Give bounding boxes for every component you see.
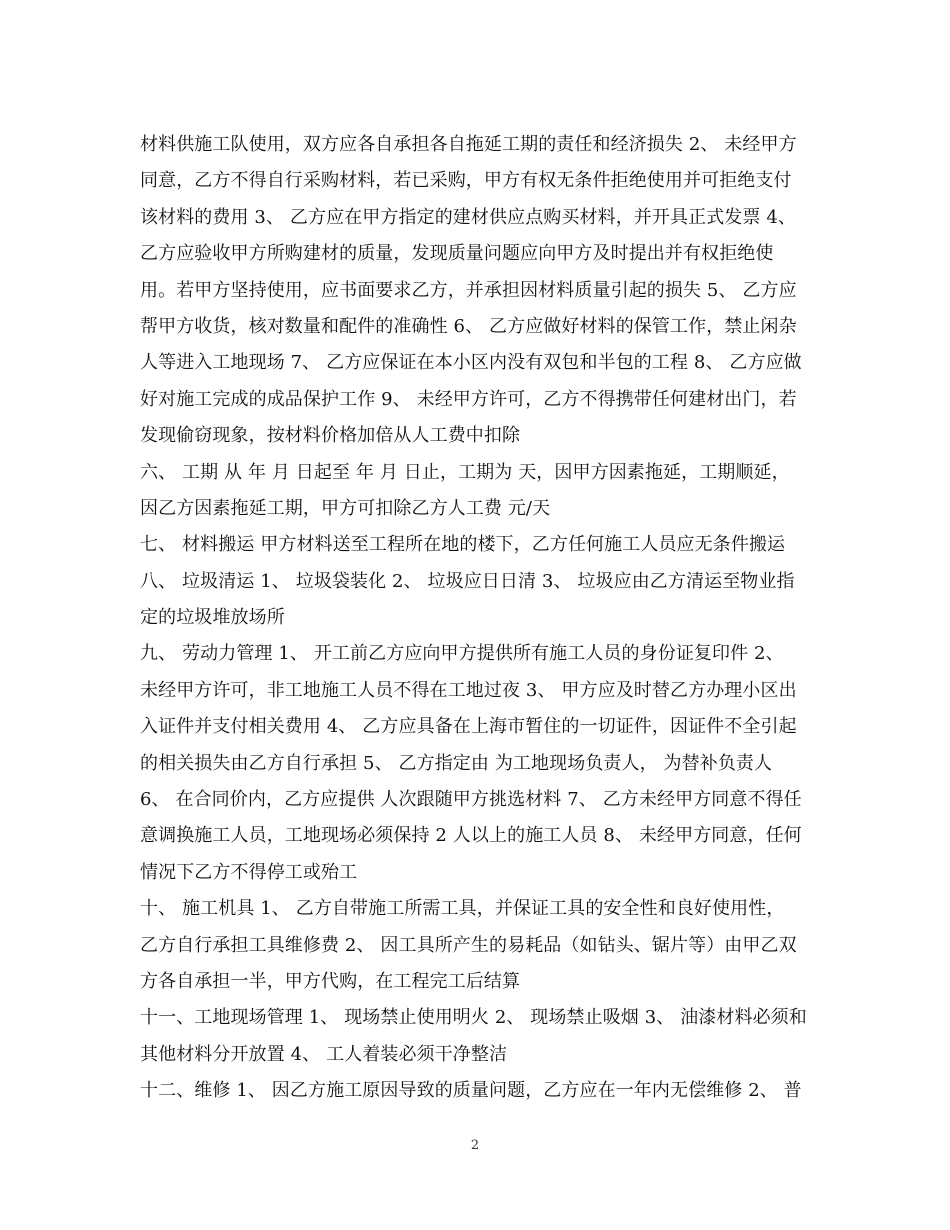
text-line: 八、 垃圾清运 1、 垃圾袋装化 2、 垃圾应日日清 3、 垃圾应由乙方清运至物业指	[140, 570, 795, 592]
text-line: 乙方应验收甲方所购建材的质量，发现质量问题应向甲方及时提出并有权拒绝使	[140, 243, 774, 265]
text-line: 意调换施工人员，工地现场必须保持 2 人以上的施工人员 8、 未经甲方同意，任何	[140, 825, 802, 847]
text-line: 十二、维修 1、 因乙方施工原因导致的质量问题，乙方应在一年内无偿维修 2、 普	[140, 1080, 802, 1102]
text-line: 定的垃圾堆放场所	[140, 607, 285, 629]
text-line: 未经甲方许可，非工地施工人员不得在工地过夜 3、 甲方应及时替乙方办理小区出	[140, 679, 797, 701]
text-line: 九、 劳动力管理 1、 开工前乙方应向甲方提供所有施工人员的身份证复印件 2、	[140, 643, 784, 665]
text-line: 好对施工完成的成品保护工作 9、 未经甲方许可，乙方不得携带任何建材出门，若	[140, 388, 797, 410]
text-line: 六、 工期 从 年 月 日起至 年 月 日止，工期为 天，因甲方因素拖延，工期顺延，	[140, 461, 790, 483]
text-line: 材料供施工队使用，双方应各自承担各自拖延工期的责任和经济损失 2、 未经甲方	[140, 134, 797, 155]
text-line: 方各自承担一半，甲方代购，在工程完工后结算	[140, 970, 521, 992]
text-line: 同意，乙方不得自行采购材料，若已采购，甲方有权无条件拒绝使用并可拒绝支付	[140, 170, 792, 192]
text-line: 发现偷窃现象，按材料价格加倍从人工费中扣除	[140, 425, 521, 447]
page-number: 2	[470, 1138, 480, 1153]
text-line: 情况下乙方不得停工或殆工	[140, 861, 358, 883]
text-line: 七、 材料搬运 甲方材料送至工程所在地的楼下，乙方任何施工人员应无条件搬运	[140, 534, 786, 556]
text-line: 乙方自行承担工具维修费 2、 因工具所产生的易耗品（如钻头、锯片等）由甲乙双	[140, 934, 797, 956]
text-line: 其他材料分开放置 4、 工人着装必须干净整洁	[140, 1043, 508, 1065]
text-line: 入证件并支付相关费用 4、 乙方应具备在上海市暂住的一切证件，因证件不全引起	[140, 716, 797, 738]
document-body	[140, 127, 820, 1110]
text-line: 十一、工地现场管理 1、 现场禁止使用明火 2、 现场禁止吸烟 3、 油漆材料必须和	[140, 1007, 807, 1029]
text-line: 6、 在合同价内，乙方应提供 人次跟随甲方挑选材料 7、 乙方未经甲方同意不得任	[140, 789, 802, 811]
text-line: 用。若甲方坚持使用，应书面要求乙方，并承担因材料质量引起的损失 5、 乙方应	[140, 279, 797, 301]
text-line: 十、 施工机具 1、 乙方自带施工所需工具，并保证工具的安全性和良好使用性，	[140, 898, 785, 920]
text-line: 人等进入工地现场 7、 乙方应保证在本小区内没有双包和半包的工程 8、 乙方应做	[140, 352, 802, 374]
text-line: 该材料的费用 3、 乙方应在甲方指定的建材供应点购买材料，并开具正式发票 4、	[140, 206, 796, 228]
text-line: 因乙方因素拖延工期，甲方可扣除乙方人工费 元/天	[140, 497, 551, 519]
text-line: 的相关损失由乙方自行承担 5、 乙方指定由 为工地现场负责人， 为替补负责人	[140, 752, 773, 774]
text-line: 帮甲方收货，核对数量和配件的准确性 6、 乙方应做好材料的保管工作，禁止闲杂	[140, 315, 797, 337]
